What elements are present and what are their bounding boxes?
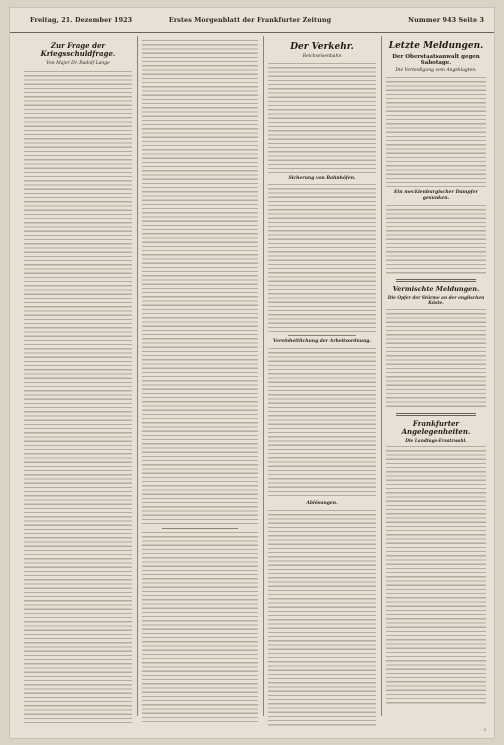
col3-subheading: Reichseisenbahn [302, 53, 342, 59]
column-rule [263, 36, 264, 716]
masthead [10, 8, 494, 33]
column-rule [381, 36, 382, 716]
col1-heading: Zur Frage der Kriegsschuldfrage. [40, 41, 116, 59]
col1-subheading: Von Major Dr. Rudolf Lange [46, 60, 110, 66]
masthead-number: Nummer 943 Seite 3 [408, 16, 484, 24]
col3-heading: Der Verkehr. [290, 42, 354, 52]
masthead-edition: Erstes Morgenblatt der Frankfurter Zeitung [168, 16, 332, 24]
col3-text-3 [268, 348, 376, 498]
column-1 [24, 36, 132, 726]
col4-double-rule [396, 413, 476, 416]
col4-section4: Frankfurter Angelegenheiten. [401, 418, 471, 437]
col4-double-rule [396, 279, 476, 282]
column-3 [268, 36, 376, 726]
col2-divider [162, 528, 238, 529]
col3-text-4 [268, 510, 376, 726]
col1-body-text [24, 71, 132, 726]
col3-section3: Vereinheitlichung der Arbeitsordnung. [273, 339, 371, 345]
col3-section4: Ablösungen. [306, 501, 338, 507]
col4-text-1 [386, 77, 486, 187]
page-number: 3 [483, 727, 486, 732]
col3-section2: Sicherung von Bahnhöfen. [288, 175, 356, 181]
col4-text-2 [386, 205, 486, 275]
col4-text-4 [386, 446, 486, 706]
column-rule [137, 36, 138, 716]
col4-subheading: Der Oberstaatsanwalt gegen Sabotage. [392, 53, 480, 67]
col4-section4-sub: Die Landtags-Ersatzwahl. [405, 438, 467, 444]
col4-text-3 [386, 309, 486, 409]
col3-text-2 [268, 184, 376, 332]
column-4 [386, 36, 486, 726]
col3-text-1 [268, 63, 376, 173]
col4-heading: Letzte Meldungen. [388, 41, 484, 51]
masthead-date: Freitag, 21. Dezember 1923 [30, 16, 133, 24]
newspaper-page [10, 8, 494, 738]
col3-divider [288, 335, 356, 336]
col4-subheading-2: Die Verteidigung vom Angeklagten. [395, 67, 477, 73]
col4-section3: Vermischte Meldungen. [392, 284, 480, 293]
col4-section2: Ein mecklenburgischer Dampfer gesunken. [394, 189, 478, 201]
column-2 [142, 36, 258, 726]
col4-section3-sub: Die Opfer der Stürme an der englischen Küste. [387, 295, 485, 307]
col2-body-text-lower [142, 532, 258, 722]
col2-body-text-upper [142, 40, 258, 525]
